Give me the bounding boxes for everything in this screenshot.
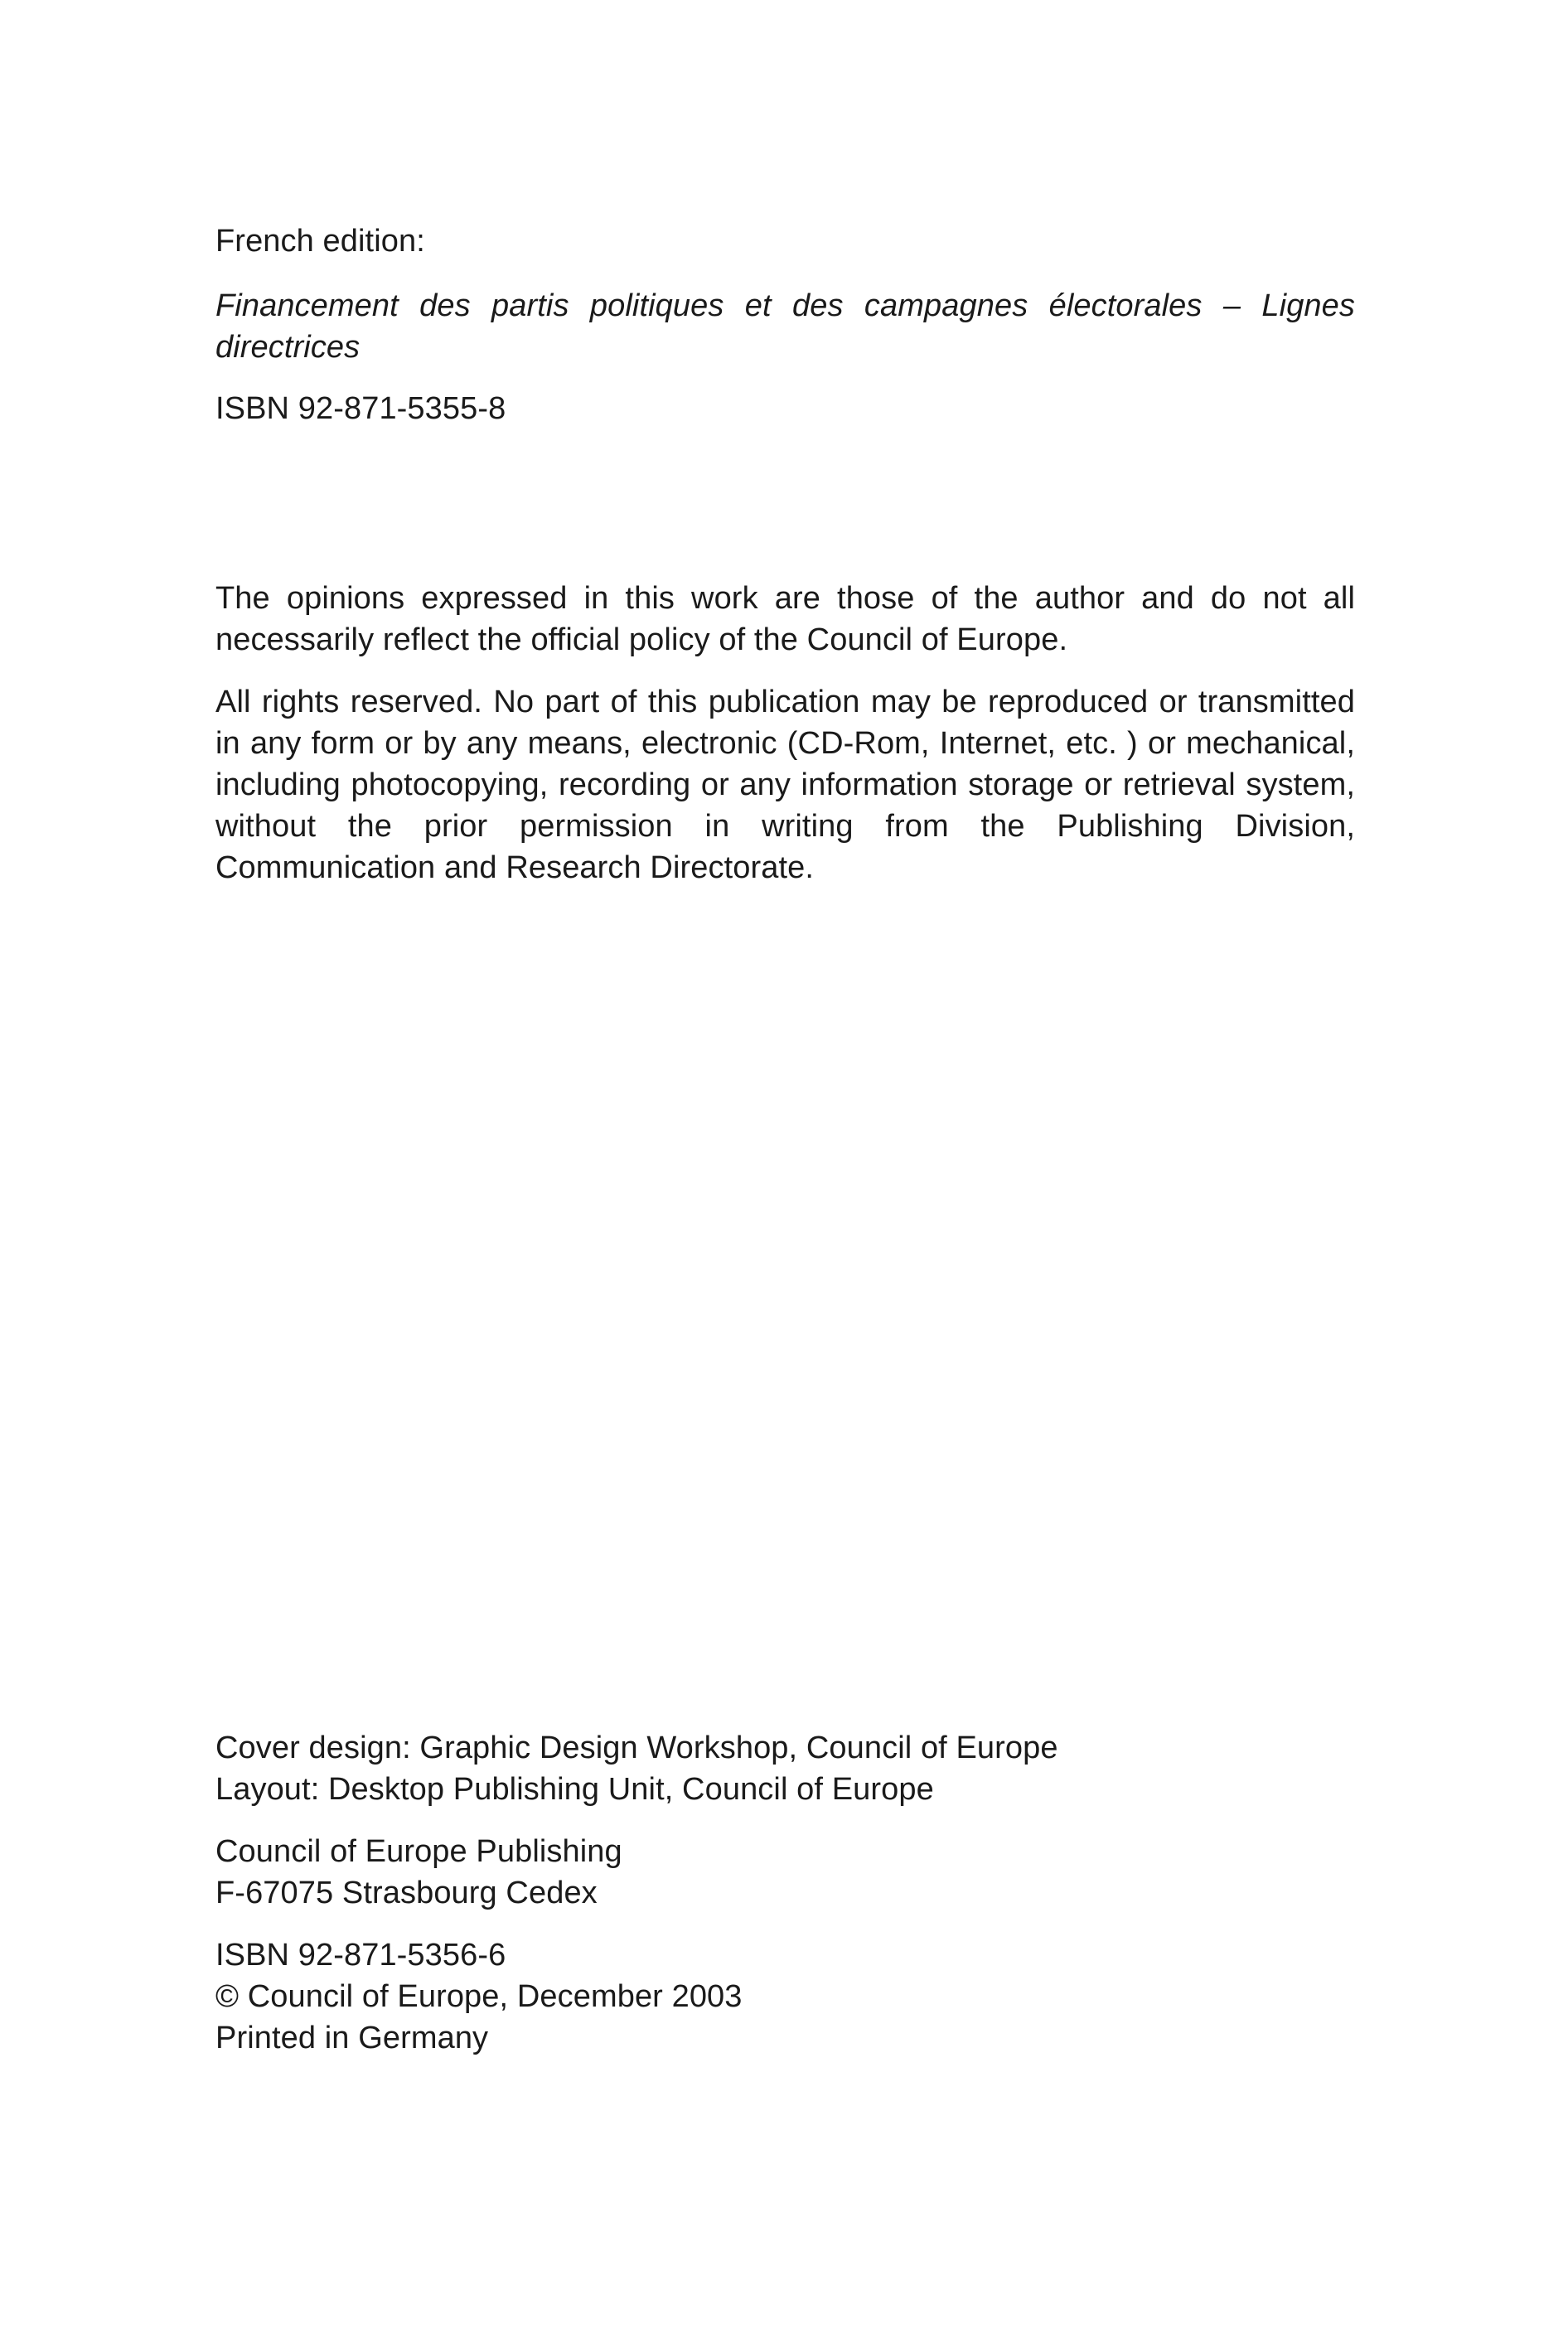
french-edition-title: Financement des partis politiques et des campagnes électorales – Lignes directrices: [215, 288, 1355, 365]
copyright-line: © Council of Europe, December 2003: [215, 1979, 743, 2014]
credits-block: [215, 1727, 1355, 1810]
printed-in-line: Printed in Germany: [215, 2021, 489, 2055]
publisher-address: F-67075 Strasbourg Cedex: [215, 1876, 598, 1910]
publisher-name: Council of Europe Publishing: [215, 1834, 622, 1869]
layout-credit: Layout: Desktop Publishing Unit, Council of Europe: [215, 1772, 934, 1807]
french-edition-label: French edition:: [215, 224, 425, 259]
document-page: [215, 0, 1355, 2348]
imprint-isbn: ISBN 92-871-5356-6: [215, 1938, 506, 1973]
cover-design-credit: Cover design: Graphic Design Workshop, Council of Europe: [215, 1731, 1058, 1765]
imprint-block: [215, 1934, 1355, 2059]
publisher-block: [215, 1831, 1355, 1914]
opinions-disclaimer: The opinions expressed in this work are those of the author and do not all necessarily reflect the official policy of the Council of Europe.: [215, 581, 1355, 657]
french-edition-isbn: ISBN 92-871-5355-8: [215, 391, 506, 426]
rights-reserved-notice: All rights reserved. No part of this publication may be reproduced or transmitted in any form or by any means, electronic (CD-Rom, Internet, etc. ) or mechanical, including photocopying, recording or any information storage or retrieval system, without the prior permission in writing from the Publishing Division, Communication and Research Directorate.: [215, 685, 1355, 885]
